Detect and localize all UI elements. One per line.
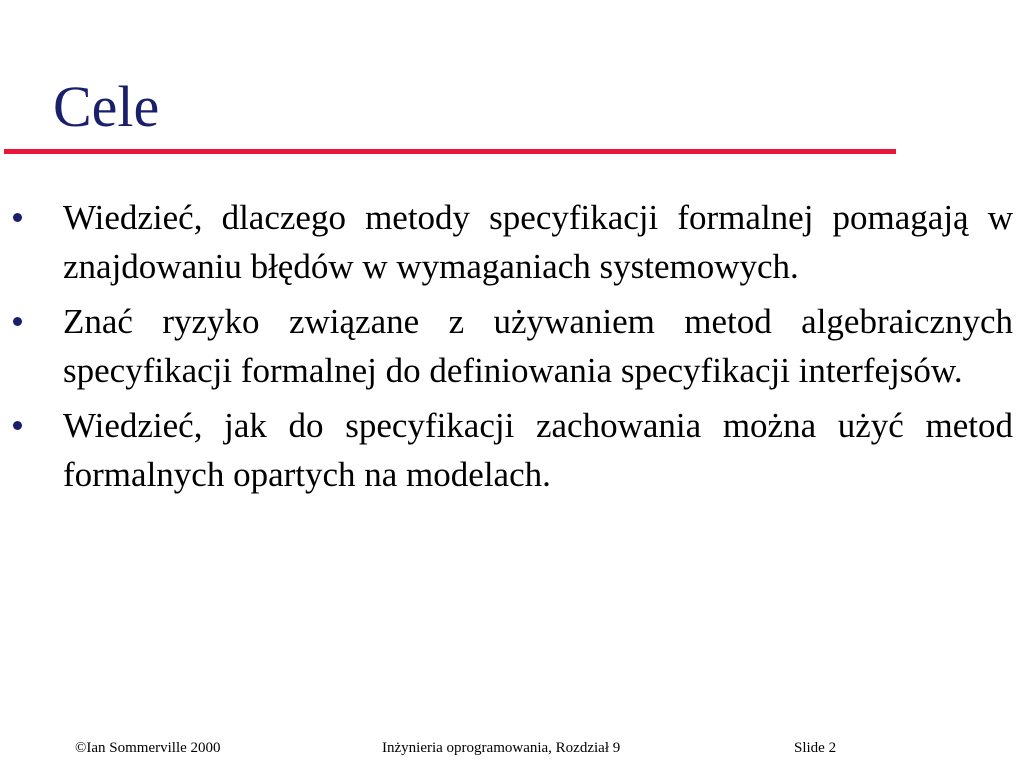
bullet-item (0, 401, 1024, 499)
bullet-text: Wiedzieć, dlaczego metody specyfikacji formalnej pomagają w znajdowaniu błędów w wymaganiach systemowych. (63, 198, 1013, 286)
bullet-item (0, 193, 1024, 291)
footer-slide-number: Slide 2 (794, 740, 837, 756)
bullet-list (0, 193, 1024, 505)
bullet-text: Znać ryzyko związane z używaniem metod algebraicznych specyfikacji formalnej do definiowania specyfikacji interfejsów. (63, 302, 1013, 390)
slide-title: Cele (53, 74, 160, 139)
bullet-dot-icon (13, 213, 22, 222)
bullet-dot-icon (13, 317, 22, 326)
bullet-dot-icon (13, 421, 22, 430)
bullet-text: Wiedzieć, jak do specyfikacji zachowania można użyć metod formalnych opartych na modelach. (63, 406, 1013, 494)
bullet-item (0, 297, 1024, 395)
footer-copyright: ©Ian Sommerville 2000 (75, 740, 221, 756)
footer-course-title: Inżynieria oprogramowania, Rozdział 9 (382, 740, 621, 756)
title-underline-rule (4, 149, 896, 154)
